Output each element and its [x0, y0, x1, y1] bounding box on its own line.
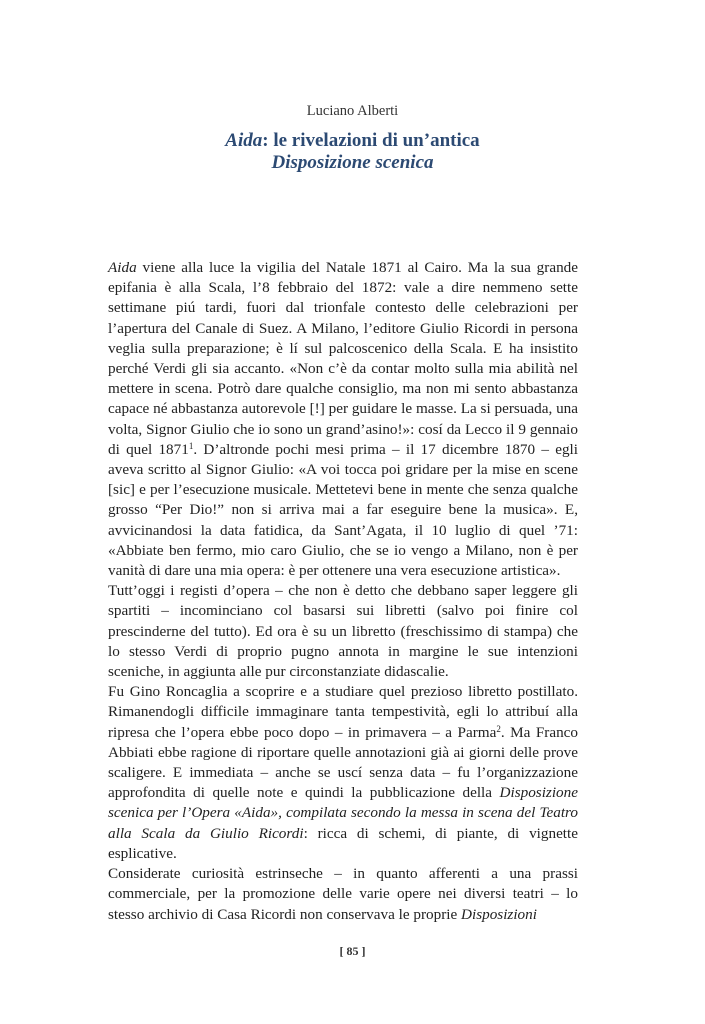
paragraph-3: [108, 682, 578, 864]
page-number: [ 85 ]: [339, 944, 366, 958]
paragraph-2: Tutt’oggi i registi d’opera – che non è detto che debbano saper leggere gli spartiti – incominciano col basarsi sui libretti (salvo poi finire col prescinderne del tutto). Ed ora è su un libretto (freschissimo di stampa) che lo stesso Verdi di proprio pugno annota in margine le sue intenzioni sceniche, in aggiunta alle pur circonstanziate didascalie.: [108, 582, 578, 681]
title-line-2: [0, 152, 705, 174]
body-text: [108, 258, 578, 925]
title-line-1: [0, 130, 705, 152]
text-run: Considerate curiosità estrinseche – in quanto afferenti a una prassi commerciale, per la promozione delle varie opere nei diversi teatri – lo stesso archivio di Casa Ricordi non conservava le proprie: [108, 865, 578, 923]
article-title: [0, 130, 705, 174]
footnote-ref-2[interactable]: 2: [496, 723, 501, 734]
text-run: . D’altronde pochi mesi prima – il 17 dicembre 1870 – egli aveva scritto al Signor Giulio: «A voi tocca poi gridare per la mise en scene [sic] e per l’esecuzione musicale. Mettetevi bene in mente che senza qualche grosso “Per Dio!” non si arriva mai a far eseguire bene la musica». E, avvicinandosi la data fatidica, da Sant’Agata, il 10 luglio di quel ’71: «Abbiate ben fermo, mio caro Giulio, che se io vengo a Milano, non è per vanità di dare una mia opera: è per ottenere una vera esecuzione artistica».: [108, 440, 578, 580]
text-run: viene alla luce la vigilia del Natale 1871 al Cairo. Ma la sua grande epifania è alla Scala, l’8 febbraio del 1872: vale a dire nemmeno sette settimane piú tardi, fuori dal trionfale contesto delle celebrazioni per l’apertura del Canale di Suez. A Milano, l’editore Giulio Ricordi in persona veglia sulla preparazione; è lí sul palcoscenico della Scala. E ha insistito perché Verdi gli sia accanto. «Non c’è da contar molto sulla mia abilità nel mettere in scena. Potrò dare qualche consiglio, ma non mi sento abbastanza capace né abbastanza autorevole [!] per guidare le masse. La si persuada, una volta, Signor Giulio che io sono un grand’asino!»: cosí da Lecco il 9 gennaio di quel 1871: [108, 259, 578, 458]
text-italic: Aida: [108, 259, 137, 276]
text-italic: Disposizione scenica per l’Opera «Aida», compilata secondo la messa in scena del Teatro alla Scala da Giulio Ricordi: [108, 784, 578, 842]
text-run: Fu Gino Roncaglia a scoprire e a studiare quel prezioso libretto postillato. Rimanendogli difficile immaginare tanta tempestività, egli lo attribuí alla ripresa che l’opera ebbe poco dopo – in primavera – a Parma: [108, 683, 578, 741]
title-rest: : le rivelazioni di un’antica: [262, 130, 480, 151]
paragraph-1: [108, 258, 578, 581]
text-run: : ricca di schemi, di piante, di vignette esplicative.: [108, 824, 578, 862]
title-italic: Aida: [225, 130, 263, 151]
paragraph-4: [108, 864, 578, 925]
author-name: Luciano Alberti: [306, 103, 399, 119]
footnote-ref-1[interactable]: 1: [188, 440, 194, 451]
text-italic: Disposizioni: [461, 905, 537, 923]
title-subtitle: Disposizione scenica: [271, 152, 434, 173]
text-run: . Ma Franco Abbiati ebbe ragione di riportare quelle annotazioni già ai giorni delle prove scaligere. E immediata – anche se uscí senza data – fu l’organizzazione approfondita di quelle note e quindi la pubblicazione della: [108, 723, 578, 802]
